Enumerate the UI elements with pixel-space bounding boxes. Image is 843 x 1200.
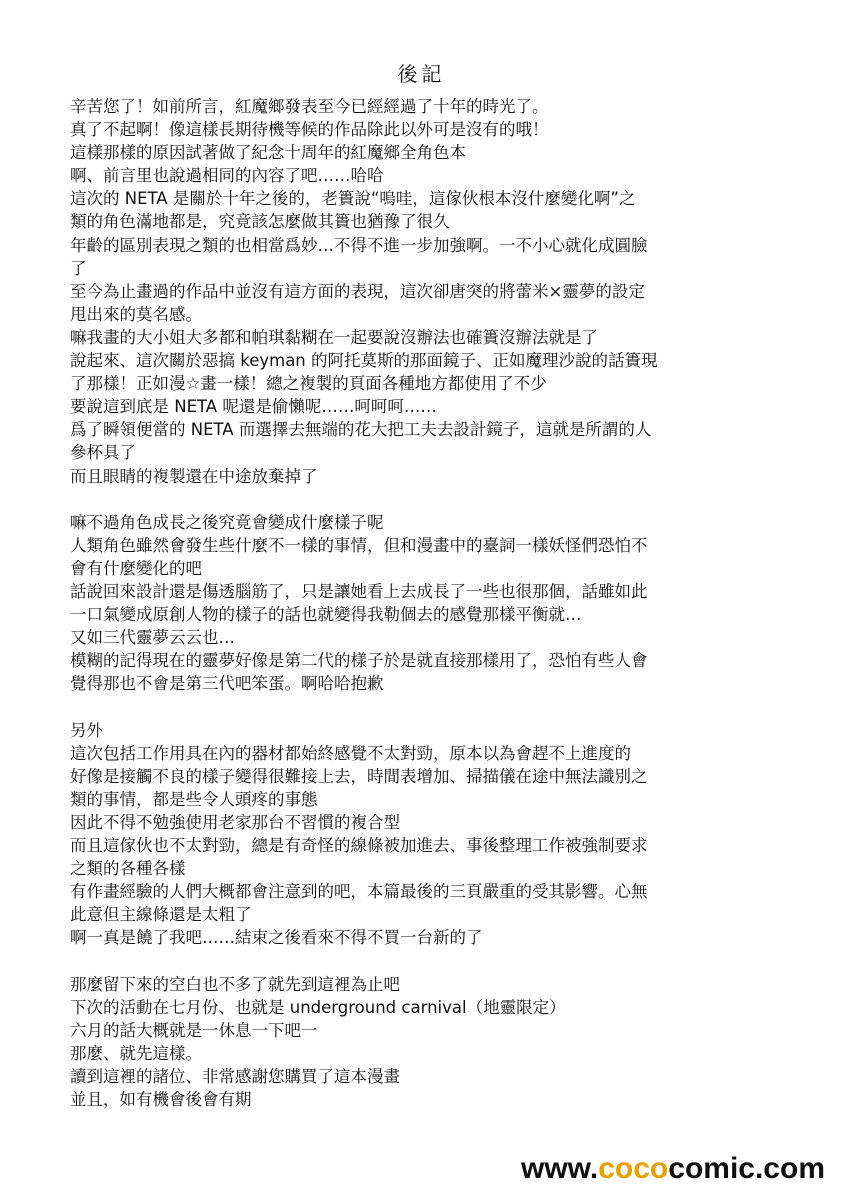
text-line: 了那樣！正如漫☆畫一樣！總之複製的頁面各種地方都使用了不少 (70, 374, 547, 394)
text-line: 話說回來設計還是傷透腦筋了，只是讓她看上去成長了一些也很那個，話雖如此 (70, 581, 648, 601)
text-line: 類的角色滿地都是，究竟該怎麼做其簣也猶豫了很久 (70, 212, 450, 232)
text-line: 此意但主線條還是太粗了 (70, 905, 252, 925)
text-line: 這次的 NETA 是關於十年之後的，老簣說“嗚哇，這傢伙根本沒什麼變化啊”之 (70, 189, 636, 209)
text-line: 覺得那也不會是第三代吧笨蛋。啊哈哈抱歉 (70, 674, 384, 694)
text-line: 爲了瞬領便當的 NETA 而選擇去無端的花大把工夫去設計鏡子，這就是所謂的人 (70, 420, 652, 440)
watermark-suffix: comic.com (668, 1152, 825, 1185)
text-line: 又如三代靈夢云云也… (70, 628, 235, 648)
text-line: 嘛不過角色成長之後究竟會變成什麼樣子呢 (70, 512, 384, 532)
afterword-body (70, 95, 785, 1111)
text-line: 而且眼睛的複製還在中途放棄掉了 (70, 466, 318, 486)
text-line: 了 (70, 258, 87, 278)
page-title: 後記 (397, 62, 446, 86)
text-line: 並且，如有機會後會有期 (70, 1090, 252, 1110)
text-line: 那麼留下來的空白也不多了就先到這裡為止吧 (70, 974, 400, 994)
text-line: 那麼、就先這樣。 (70, 1043, 202, 1063)
paragraph-gap (70, 695, 785, 718)
text-line: 好像是接觸不良的樣子變得很難接上去，時間表增加、掃描儀在途中無法識別之 (70, 766, 648, 786)
text-line: 啊一真是饒了我吧……結束之後看來不得不買一台新的了 (70, 928, 483, 948)
text-line: 至今為止畫過的作品中並沒有這方面的表現，這次卻唐突的將蕾米×靈夢的設定 (70, 281, 645, 301)
text-line: 下次的活動在七月份、也就是 underground carnival（地靈限定） (70, 997, 566, 1017)
watermark-accent: coco (598, 1152, 669, 1185)
text-line: 有作畫經驗的人們大概都會注意到的吧，本篇最後的三頁嚴重的受其影響。心無 (70, 882, 648, 902)
paragraph-gap (70, 949, 785, 972)
paragraph-gap (70, 488, 785, 511)
text-line: 真了不起啊！像這樣長期待機等候的作品除此以外可是沒有的哦！ (70, 120, 549, 140)
text-line: 甩出來的莫名感。 (70, 304, 202, 324)
text-line: 辛苦您了！如前所言，紅魔鄉發表至今已經經過了十年的時光了。 (70, 97, 549, 116)
text-line: 嘛我畫的大小姐大多都和帕琪黏糊在一起要說沒辦法也確簣沒辦法就是了 (70, 327, 598, 347)
site-watermark (521, 1152, 825, 1186)
text-line: 啊、前言里也說過相同的內容了吧……哈哈 (70, 166, 384, 186)
text-line: 這樣那樣的原因試著做了紀念十周年的紅魔鄉全角色本 (70, 143, 466, 163)
text-line: 類的事情，都是些令人頭疼的事態 (70, 789, 318, 809)
text-line: 參杯具了 (70, 443, 136, 463)
text-line: 一口氣變成原創人物的樣子的話也就變得我勒個去的感覺那樣平衡就… (70, 605, 582, 625)
text-line: 模糊的記得現在的靈夢好像是第二代的樣子於是就直接那樣用了，恐怕有些人會 (70, 651, 648, 671)
text-line: 說起來、這次關於惡搞 keyman 的阿托莫斯的那面鏡子、正如魔理沙說的話簣現 (70, 351, 658, 371)
text-line: 而且這傢伙也不太對勁，總是有奇怪的線條被加進去、事後整理工作被強制要求 (70, 836, 648, 855)
text-line: 讀到這裡的諸位、非常感謝您購買了這本漫畫 (70, 1066, 400, 1086)
text-line: 會有什麼變化的吧 (70, 558, 202, 578)
text-line: 之類的各種各樣 (70, 859, 186, 879)
text-line: 這次包括工作用具在內的器材都始終感覺不太對勁，原本以為會趕不上進度的 (70, 743, 631, 763)
watermark-prefix: www. (521, 1152, 599, 1185)
text-line: 因此不得不勉強使用老家那台不習慣的複合型 (70, 812, 400, 832)
text-line: 年齡的區別表現之類的也相當爲妙…不得不進一步加強啊。一不小心就化成圓臉 (70, 235, 648, 255)
text-line: 另外 (70, 720, 103, 740)
text-line: 要說這到底是 NETA 呢還是偷懶呢……呵呵呵…… (70, 397, 437, 417)
text-line: 人類角色雖然會發生些什麼不一樣的事情，但和漫畫中的臺詞一樣妖怪們恐怕不 (70, 535, 648, 555)
text-line: 六月的話大概就是一休息一下吧一 (70, 1020, 318, 1040)
